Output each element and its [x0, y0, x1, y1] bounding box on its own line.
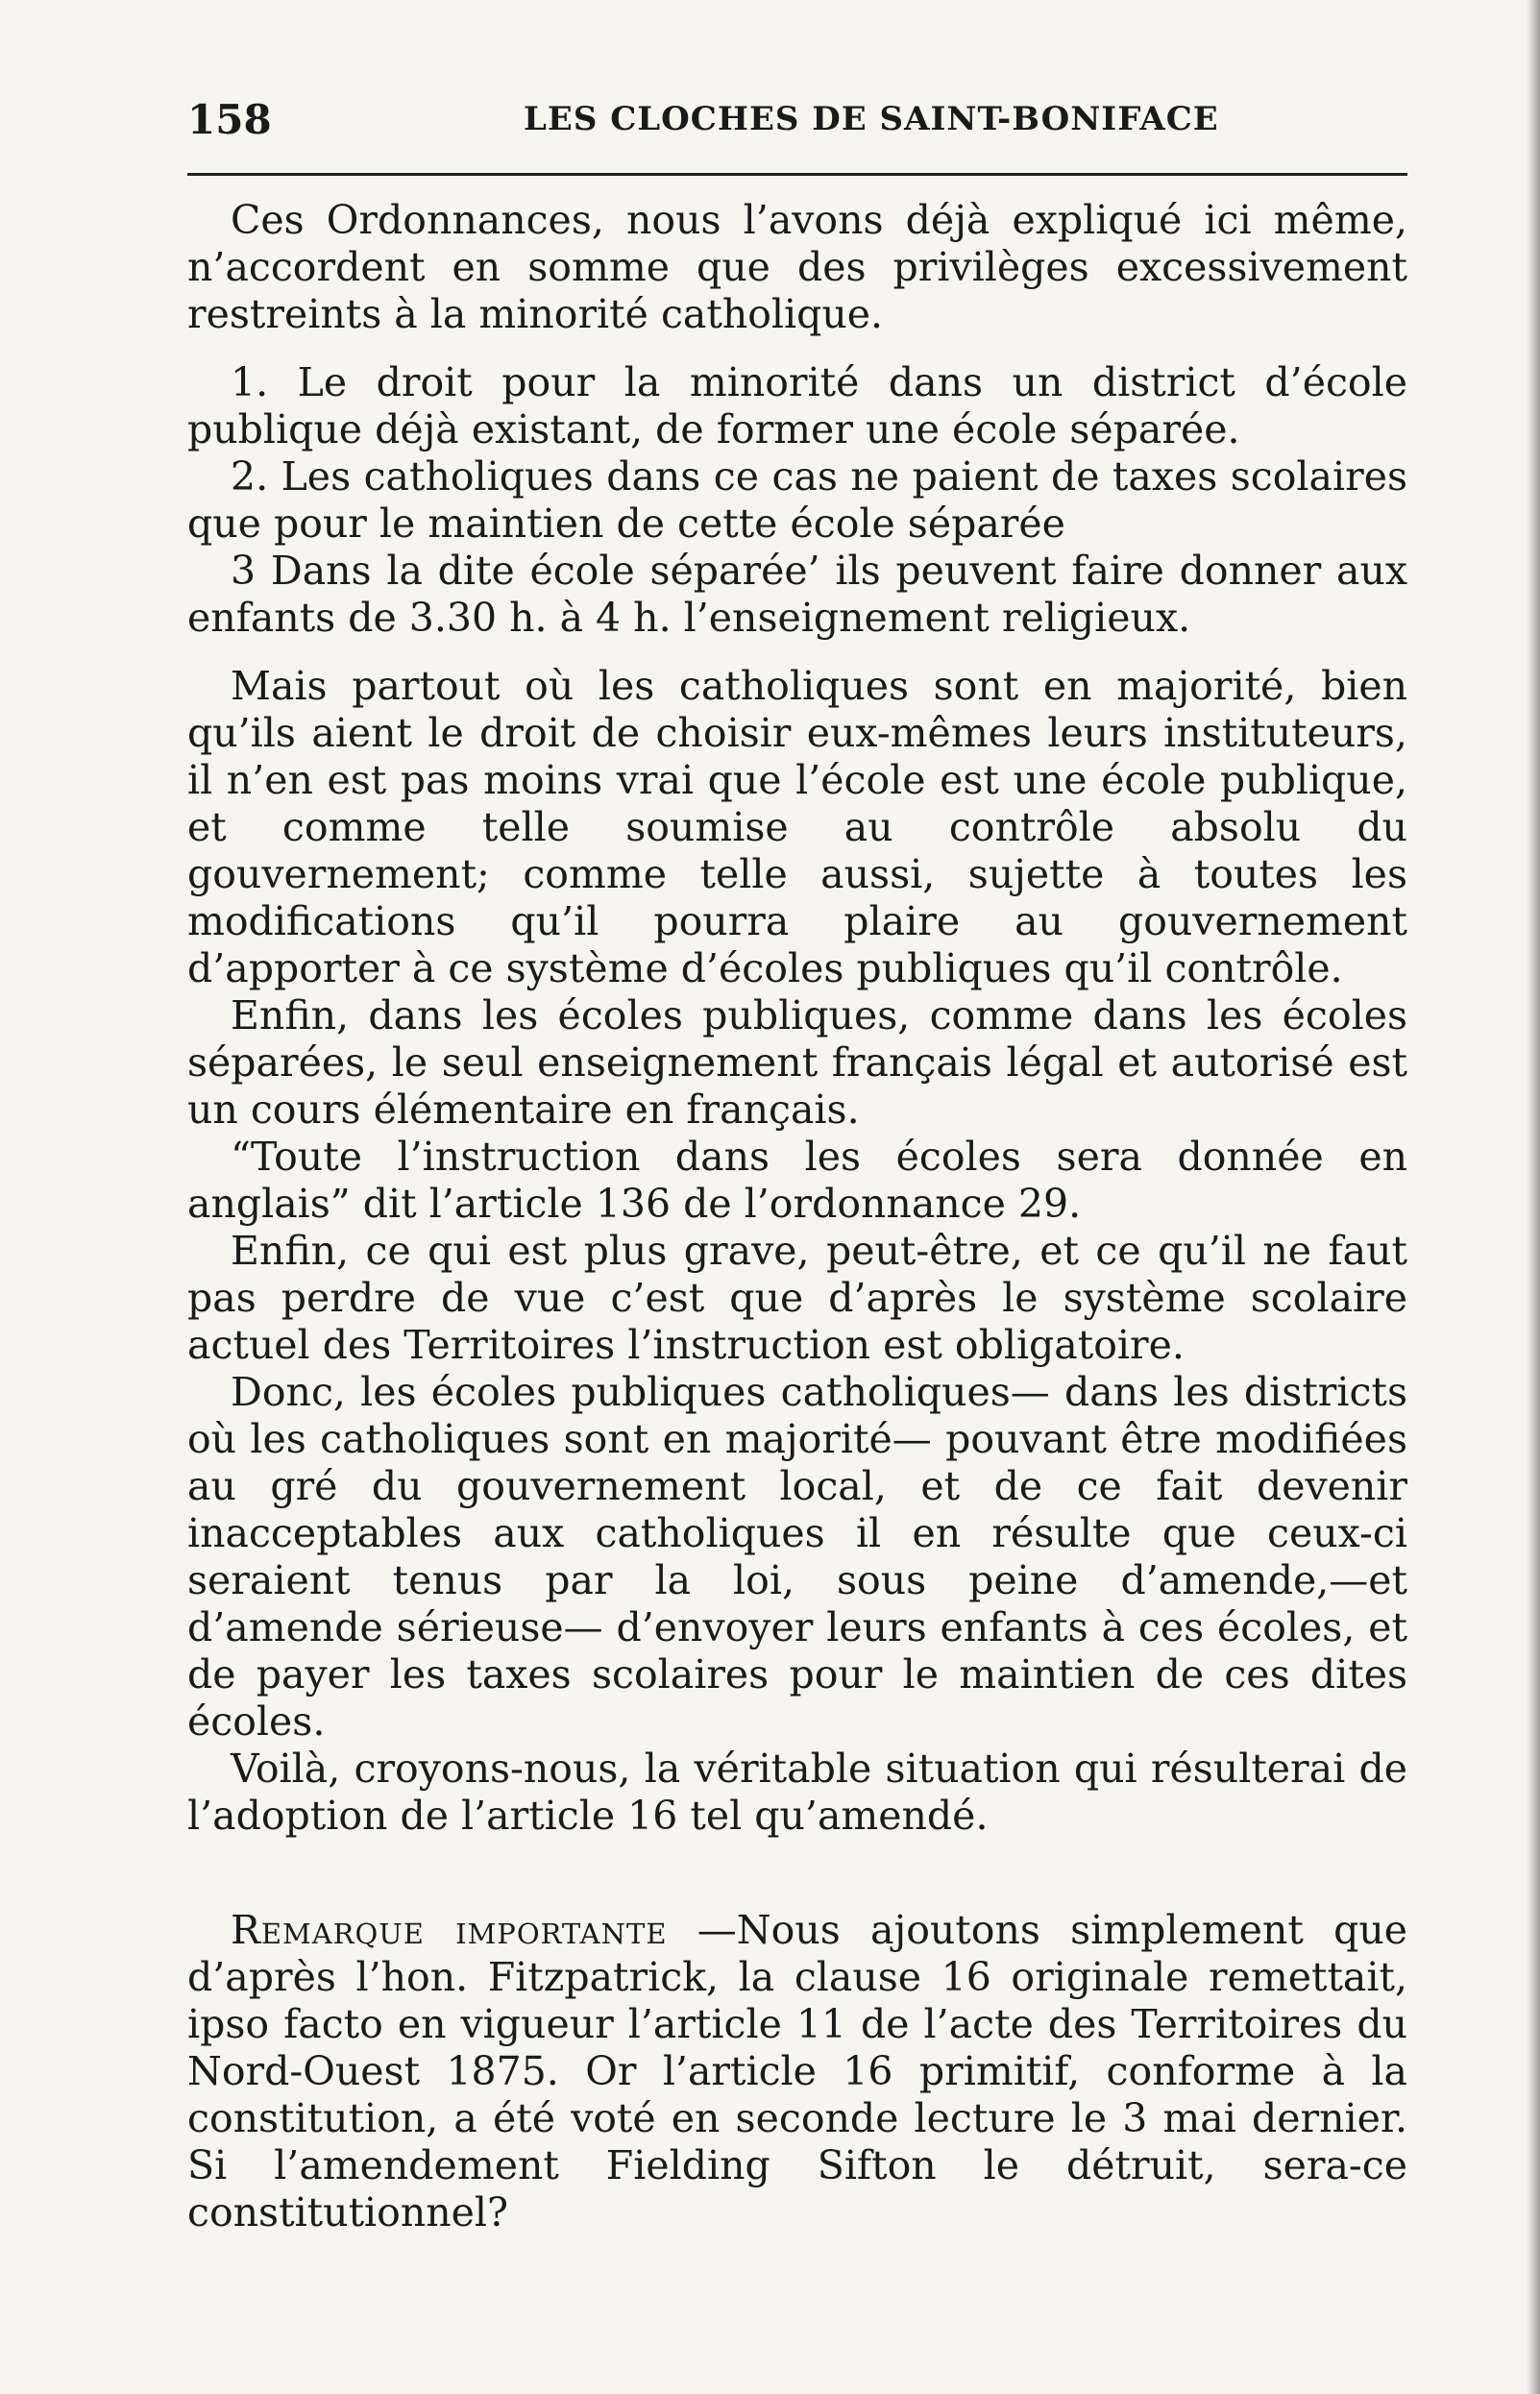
list-item-3: 3 Dans la dite école séparée’ ils peuvent faire donner aux enfants de 3.30 h. à 4 h. l’enseignement religieux. — [187, 548, 1407, 641]
page-number: 158 — [187, 96, 272, 143]
remark-paragraph — [187, 1907, 1407, 2236]
body-text — [187, 197, 1407, 2236]
remark-label: Remarque importante — [231, 1907, 668, 1953]
page-edge-shadow — [1527, 0, 1540, 2394]
remark-text: —Nous ajoutons simplement que d’après l’hon. Fitzpatrick, la clause 16 originale remettait, ipso facto en vigueur l’article 11 de l’acte des Territoires du Nord-Ouest 1875. Or l’article 16 primitif, conforme à la constitution, a été voté en seconde lecture le 3 mai dernier. Si l’amendement Fielding Sifton le détruit, sera-ce constitutionnel? — [187, 1907, 1407, 2235]
header-rule — [187, 173, 1407, 176]
page-header — [187, 96, 1407, 154]
list-item-2: 2. Les catholiques dans ce cas ne paient de taxes scolaires que pour le maintien de cette école séparée — [187, 453, 1407, 547]
running-title: LES CLOCHES DE SAINT-BONIFACE — [524, 100, 1219, 138]
paragraph-french-course: Enfin, dans les écoles publiques, comme dans les écoles séparées, le seul enseignement français légal et autorisé est un cours élémentaire en français. — [187, 992, 1407, 1133]
paragraph-obligatory: Enfin, ce qui est plus grave, peut-être, et ce qu’il ne faut pas perdre de vue c’est que d’après le système scolaire actuel des Territoires l’instruction est obligatoire. — [187, 1228, 1407, 1368]
paragraph-majority: Mais partout où les catholiques sont en majorité, bien qu’ils aient le droit de choisir eux-mêmes leurs instituteurs, il n’en est pas moins vrai que l’école est une école publique, et comme telle soumise au contrôle absolu du gouvernement; comme telle aussi, sujette à toutes les modifications qu’il pourra plaire au gouvernement d’apporter à ce système d’écoles publiques qu’il contrôle. — [187, 663, 1407, 991]
paragraph-quote: “Toute l’instruction dans les écoles sera donnée en anglais” dit l’article 136 de l’ordonnance 29. — [187, 1134, 1407, 1227]
list-item-1: 1. Le droit pour la minorité dans un district d’école publique déjà existant, de former une école séparée. — [187, 359, 1407, 452]
paragraph-consequence: Donc, les écoles publiques catholiques— dans les districts où les catholiques sont en majorité— pouvant être modifiées au gré du gouvernement local, et de ce fait devenir inacceptables aux catholiques il en résulte que ceux-ci seraient tenus par la loi, sous peine d’amende,—et d’amende sérieuse— d’envoyer leurs enfants à ces écoles, et de payer les taxes scolaires pour le maintien de ces dites écoles. — [187, 1369, 1407, 1745]
paragraph-intro: Ces Ordonnances, nous l’avons déjà expliqué ici même, n’accordent en somme que des privilèges excessivement restreints à la minorité catholique. — [187, 197, 1407, 337]
paragraph-conclusion: Voilà, croyons-nous, la véritable situation qui résulterai de l’adoption de l’article 16 tel qu’amendé. — [187, 1746, 1407, 1839]
